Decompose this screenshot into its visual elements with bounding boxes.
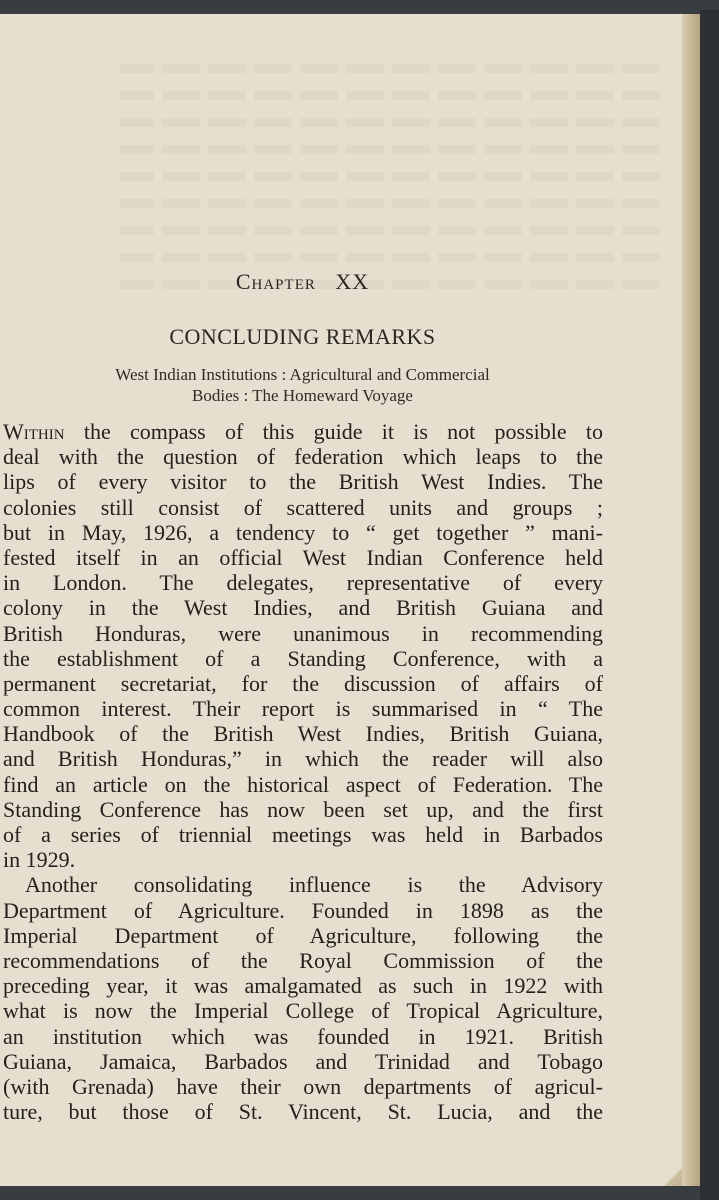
text-line: Department of Agriculture. Founded in 1898 as the xyxy=(3,897,603,923)
page-edge xyxy=(682,14,702,1186)
text-line: British Honduras, were unanimous in recommending xyxy=(3,620,603,646)
text-line: an institution which was founded in 1921. British xyxy=(3,1023,603,1049)
text-line: Handbook of the British West Indies, British Guiana, xyxy=(3,721,603,747)
body-text xyxy=(3,419,603,1124)
book-page xyxy=(0,14,690,1186)
subtitle-line-2: Bodies : The Homeward Voyage xyxy=(192,386,413,405)
text-line: what is now the Imperial College of Tropical Agriculture, xyxy=(3,998,603,1024)
text-line: Within the compass of this guide it is not possible to xyxy=(3,419,603,444)
drop-word: Within xyxy=(3,419,65,444)
chapter-heading xyxy=(0,269,605,295)
binding-shadow xyxy=(700,10,719,1200)
text-line: permanent secretariat, for the discussion of affairs of xyxy=(3,670,603,696)
text-line: Standing Conference has now been set up, and the first xyxy=(3,796,603,822)
text-line: colony in the West Indies, and British Guiana and xyxy=(3,595,603,621)
chapter-subtitle xyxy=(0,364,605,406)
text-line: Guiana, Jamaica, Barbados and Trinidad and Tobago xyxy=(3,1048,603,1074)
text-line: the establishment of a Standing Conference, with a xyxy=(3,645,603,671)
text-line: in 1929. xyxy=(3,847,76,873)
text-line: fested itself in an official West Indian Conference held xyxy=(3,544,603,570)
text-line: ture, but those of St. Vincent, St. Lucia, and the xyxy=(3,1099,603,1125)
text-line: preceding year, it was amalgamated as such in 1922 with xyxy=(3,973,603,999)
text-line: recommendations of the Royal Commission of the xyxy=(3,947,603,973)
text-line: colonies still consist of scattered units and groups ; xyxy=(3,494,603,520)
text-line: deal with the question of federation which leaps to the xyxy=(3,444,603,470)
chapter-title: CONCLUDING REMARKS xyxy=(169,324,436,349)
text-line: common interest. Their report is summarised in “ The xyxy=(3,696,603,722)
text-line: Imperial Department of Agriculture, following the xyxy=(3,922,603,948)
text-line: lips of every visitor to the British West Indies. The xyxy=(3,469,603,495)
text-line: Another consolidating influence is the Advisory xyxy=(25,872,603,898)
chapter-prefix: Chapter xyxy=(235,269,316,294)
text-line: and British Honduras,” in which the reader will also xyxy=(3,746,603,772)
text-line: in London. The delegates, representative of every xyxy=(3,570,603,596)
text-line: but in May, 1926, a tendency to “ get together ” mani- xyxy=(3,519,603,545)
subtitle-line-1: West Indian Institutions : Agricultural and Commercial xyxy=(115,365,490,384)
text-line: (with Grenada) have their own departments of agricul- xyxy=(3,1073,603,1099)
text-line: of a series of triennial meetings was held in Barbados xyxy=(3,822,603,847)
chapter-number: XX xyxy=(335,269,370,294)
text-line: find an article on the historical aspect of Federation. The xyxy=(3,771,603,797)
